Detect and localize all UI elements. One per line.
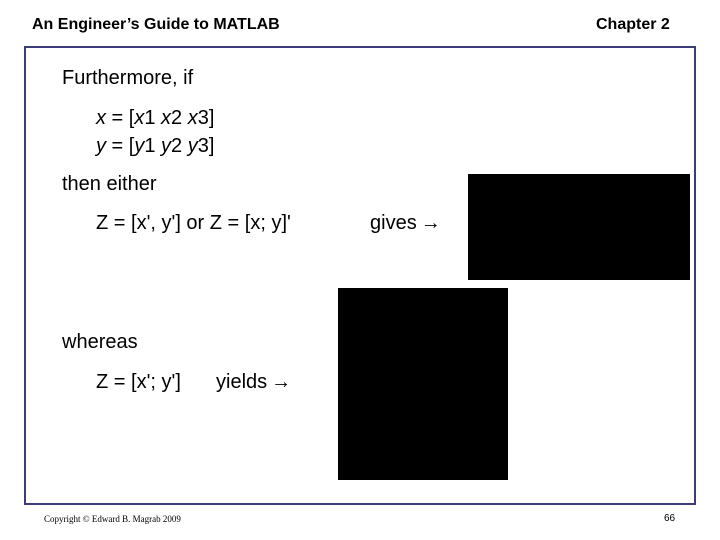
x-num-3: 3] (197, 107, 215, 129)
y-num-3: 3] (197, 135, 215, 157)
x-var-3: x (187, 107, 198, 129)
y-num-1: 1 (144, 135, 162, 157)
yields-text (216, 370, 291, 394)
x-eq: = [ (106, 107, 135, 129)
y-lhs: y (96, 135, 106, 157)
y-definition (96, 134, 214, 158)
y-eq: = [ (106, 135, 135, 157)
x-num-2: 2 (171, 107, 188, 129)
redacted-output-yields (338, 288, 508, 480)
option-line: Z = [x', y'] or Z = [x; y]' (96, 212, 291, 234)
copyright-text: Copyright © Edward B. Magrab 2009 (44, 514, 181, 524)
x-var-2: x (161, 107, 172, 129)
gives-label: gives (370, 212, 417, 234)
slide-chapter-label: Chapter 2 (596, 16, 670, 33)
x-var-1: x (134, 107, 145, 129)
x-lhs: x (96, 107, 106, 129)
gives-text (370, 211, 441, 235)
x-definition (96, 106, 214, 130)
right-arrow-icon: → (271, 371, 292, 393)
page-number: 66 (664, 513, 676, 524)
y-var-1: y (134, 135, 145, 157)
yields-label: yields (216, 371, 268, 393)
y-num-2: 2 (171, 135, 188, 157)
right-arrow-icon: → (420, 212, 441, 234)
intro-text: Furthermore, if (62, 67, 194, 89)
y-var-2: y (161, 135, 172, 157)
z-line: Z = [x'; y'] (96, 371, 181, 393)
slide-header-title: An Engineer’s Guide to MATLAB (32, 16, 280, 33)
redacted-output-gives (468, 174, 690, 280)
y-var-3: y (187, 135, 198, 157)
x-num-1: 1 (144, 107, 162, 129)
whereas-text: whereas (62, 331, 138, 353)
then-either-text: then either (62, 173, 157, 195)
